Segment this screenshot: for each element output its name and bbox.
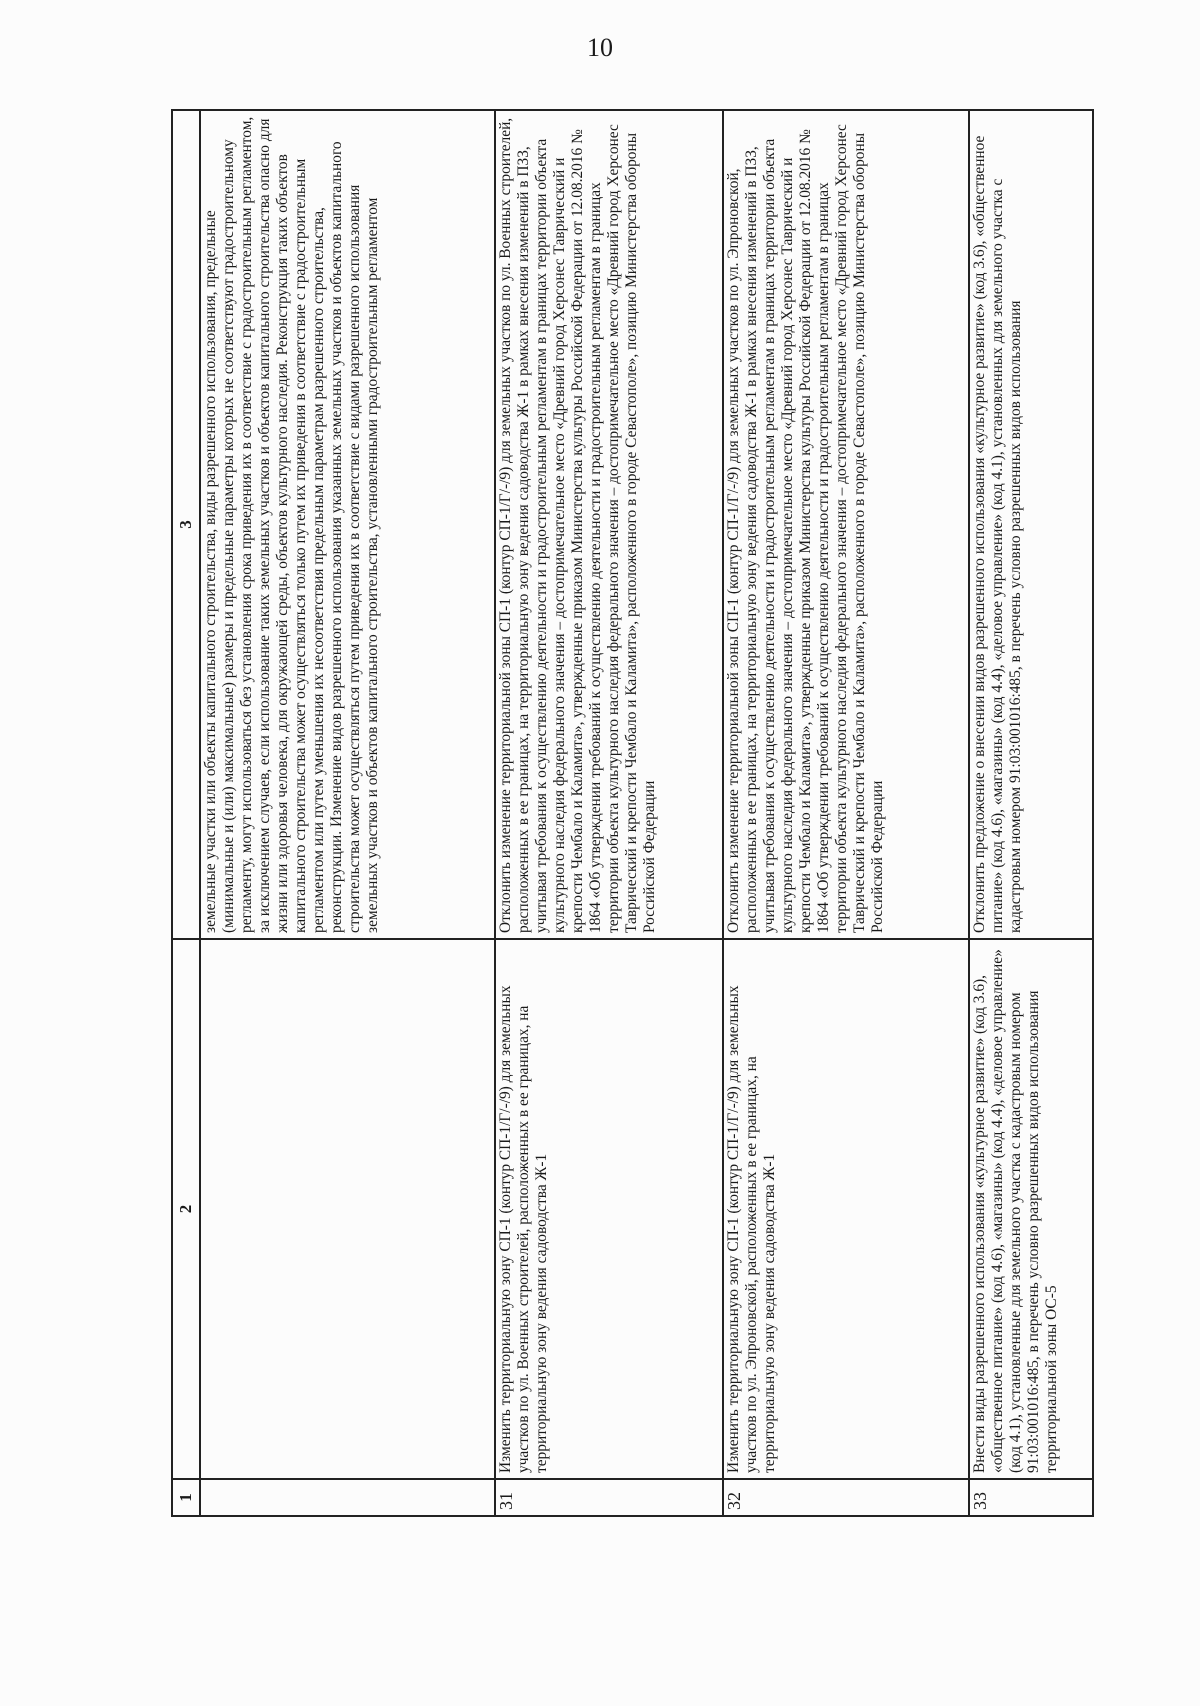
row-number: 33	[969, 1479, 1093, 1516]
proposal-cell	[200, 939, 495, 1479]
decision-cell: Отклонить изменение территориальной зоны СП-1 (контур СП-1/Г/-/9) для земельных участков по ул. Военных строителей, расположенных в ее границах, на территориальную зону ведения садоводства Ж-1 в рамках внесения изменений в ПЗЗ, учитывая требования к осуществлению деятельности и градостроительным регламентам в границах территории объекта культурного наследия федерального значения – достопримечательное место «Древний город Херсонес Таврический и крепости Чембало и Каламита», утвержденные приказом Министерства культуры Российской Федерации от 12.08.2016 № 1864 «Об утверждении требований к осуществлению деятельности и градостроительным регламентам в границах территории объекта культурного наследия федерального значения – достопримечательное место «Древний город Херсонес Таврический и крепости Чембало и Каламита», расположенного в городе Севастополе», позицию Министерства обороны Российской Федерации	[495, 110, 723, 939]
row-number	[200, 1479, 495, 1516]
table-header-row	[172, 110, 200, 1516]
page-number: 10	[587, 33, 613, 62]
decision-cell: Отклонить предложение о внесении видов разрешенного использования «культурное развитие» (код 3.6), «общественное питание» (код 4.6), «магазины» (код 4.4), «деловое управление» (код 4.1), установленных для земельного участка с кадастровым номером 91:03:001016:485, в перечень условно разрешенных видов использования	[969, 110, 1093, 939]
proposal-cell: Изменить территориальную зону СП-1 (контур СП-1/Г/-/9) для земельных участков по ул. Эпроновской, расположенных в ее границах, на территориальную зону ведения садоводства Ж-1	[723, 939, 969, 1479]
header-col-3: 3	[172, 110, 200, 939]
header-col-2: 2	[172, 939, 200, 1479]
proposal-cell: Внести виды разрешенного использования «культурное развитие» (код 3.6), «общественное питание» (код 4.6), «магазины» (код 4.4), «деловое управление» (код 4.1), установленные для земельного участка с кадастровым номером 91:03:001016:485, в перечень условно разрешенных видов использования территориальной зоны ОС-5	[969, 939, 1093, 1479]
table-row	[200, 110, 495, 1516]
decision-cell: земельные участки или объекты капитального строительства, виды разрешенного использования, предельные (минимальные и (или) максимальные) размеры и предельные параметры которых не соответствуют градостроительному регламенту, могут использоваться без установления срока приведения их в соответствие с градостроительным регламентом, за исключением случаев, если использование таких земельных участков и объектов капитального строительства опасно для жизни или здоровья человека, для окружающей среды, объектов культурного наследия. Реконструкция таких объектов капитального строительства может осуществляться только путем их приведения в соответствие с градостроительным регламентом или путем уменьшения их несоответствия предельным параметрам разрешенного строительства, реконструкции. Изменение видов разрешенного использования указанных земельных участков и объектов капитального строительства может осуществляться путем приведения их в соответствие с видами разрешенного использования земельных участков и объектов капитального строительства, установленными градостроительным регламентом	[200, 110, 495, 939]
proposal-cell: Изменить территориальную зону СП-1 (контур СП-1/Г/-/9) для земельных участков по ул. Военных строителей, расположенных в ее границах, на территориальную зону ведения садоводства Ж-1	[495, 939, 723, 1479]
row-number: 32	[723, 1479, 969, 1516]
header-col-1: 1	[172, 1479, 200, 1516]
decision-table	[171, 109, 1094, 1517]
decision-cell: Отклонить изменение территориальной зоны СП-1 (контур СП-1/Г/-/9) для земельных участков по ул. Эпроновской, расположенных в ее границах, на территориальную зону ведения садоводства Ж-1 в рамках внесения изменений в ПЗЗ, учитывая требования к осуществлению деятельности и градостроительным регламентам в границах территории объекта культурного наследия федерального значения – достопримечательное место «Древний город Херсонес Таврический и крепости Чембало и Каламита», утвержденные приказом Министерства культуры Российской Федерации от 12.08.2016 № 1864 «Об утверждении требований к осуществлению деятельности и градостроительным регламентам в границах территории объекта культурного наследия федерального значения – достопримечательное место «Древний город Херсонес Таврический и крепости Чембало и Каламита», расположенного в городе Севастополе», позицию Министерства обороны Российской Федерации	[723, 110, 969, 939]
table-row	[495, 110, 723, 1516]
table-row	[723, 110, 969, 1516]
table-row	[969, 110, 1093, 1516]
row-number: 31	[495, 1479, 723, 1516]
rotated-table-container	[171, 111, 1082, 1517]
